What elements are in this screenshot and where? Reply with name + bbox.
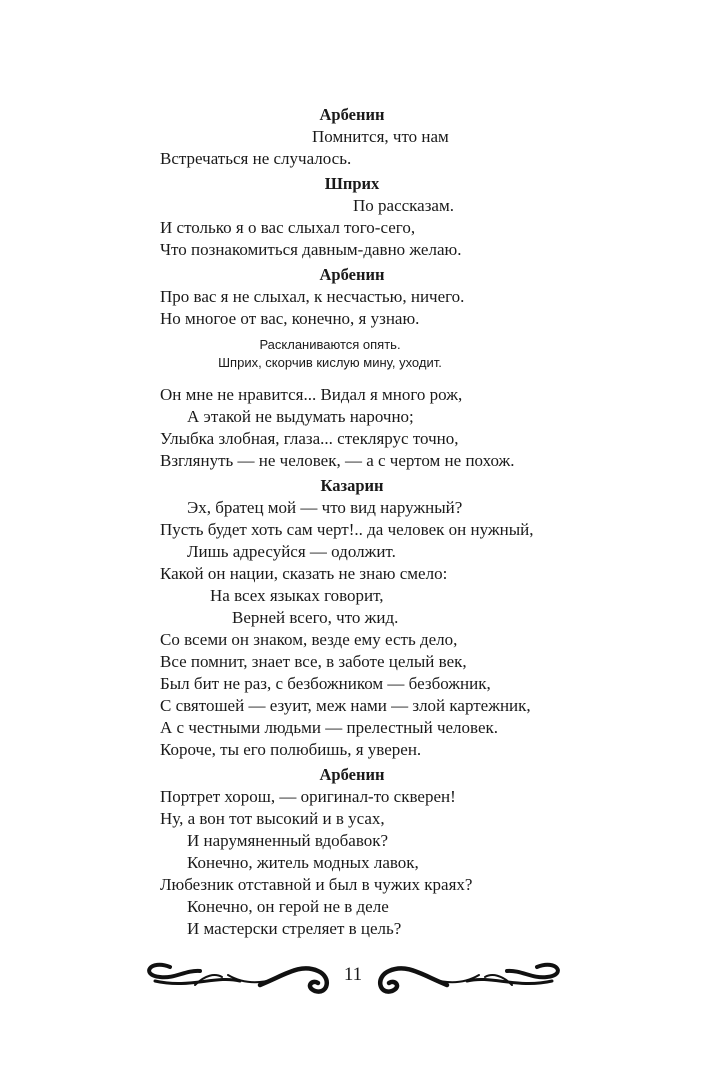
speaker-name: Арбенин (319, 265, 385, 284)
verse-line: Улыбка злобная, глаза... стеклярус точно, (160, 429, 459, 448)
stage-direction (160, 336, 500, 372)
verse-line: Ну, а вон тот высокий и в усах, (160, 809, 385, 828)
verse-line: И столько я о вас слыхал того-сего, (160, 218, 416, 237)
speaker-name: Арбенин (319, 105, 385, 124)
verse-line: Все помнит, знает все, в заботе целый век, (160, 652, 467, 671)
verse-line: По рассказам. (353, 196, 454, 215)
verse-line: Встречаться не случалось. (160, 149, 352, 168)
speaker-name: Шприх (324, 174, 380, 193)
verse-line: Помнится, что нам (312, 127, 449, 146)
stage-direction-line: Шприх, скорчив кислую мину, уходит. (218, 355, 442, 370)
play-text (160, 101, 580, 940)
verse-line: Любезник отставной и был в чужих краях? (160, 875, 473, 894)
verse-line: На всех языках говорит, (210, 586, 384, 605)
speaker-name: Казарин (320, 476, 384, 495)
verse-line: И мастерски стреляет в цель? (187, 919, 402, 938)
verse-line: Со всеми он знаком, везде ему есть дело, (160, 630, 458, 649)
verse-line: А с честными людьми — прелестный человек. (160, 718, 499, 737)
verse-line: Взглянуть — не человек, — а с чертом не похож. (160, 451, 515, 470)
verse-line: Эх, братец мой — что вид наружный? (187, 498, 463, 517)
verse-line: Он мне не нравится... Видал я много рож, (160, 385, 463, 404)
verse-line: Лишь адресуйся — одолжит. (187, 542, 396, 561)
verse-line: А этакой не выдумать нарочно; (187, 407, 414, 426)
page-number: 11 (343, 964, 363, 985)
verse-line: Короче, ты его полюбишь, я уверен. (160, 740, 422, 759)
verse-line: Что познакомиться давным-давно желаю. (160, 240, 462, 259)
verse-line: Про вас я не слыхал, к несчастью, ничего. (160, 287, 465, 306)
verse-line: Но многое от вас, конечно, я узнаю. (160, 309, 420, 328)
verse-line: И нарумяненный вдобавок? (187, 831, 389, 850)
verse-line: С святошей — езуит, меж нами — злой картежник, (160, 696, 531, 715)
verse-line: Какой он нации, сказать не знаю смело: (160, 564, 448, 583)
verse-line: Конечно, он герой не в деле (187, 897, 389, 916)
verse-line: Конечно, житель модных лавок, (187, 853, 419, 872)
verse-line: Верней всего, что жид. (232, 608, 399, 627)
stage-direction-line: Раскланиваются опять. (259, 337, 401, 352)
verse-line: Пусть будет хоть сам черт!.. да человек он нужный, (160, 520, 534, 539)
verse-line: Был бит не раз, с безбожником — безбожник, (160, 674, 491, 693)
speaker-name: Арбенин (319, 765, 385, 784)
verse-line: Портрет хорош, — оригинал-то скверен! (160, 787, 456, 806)
